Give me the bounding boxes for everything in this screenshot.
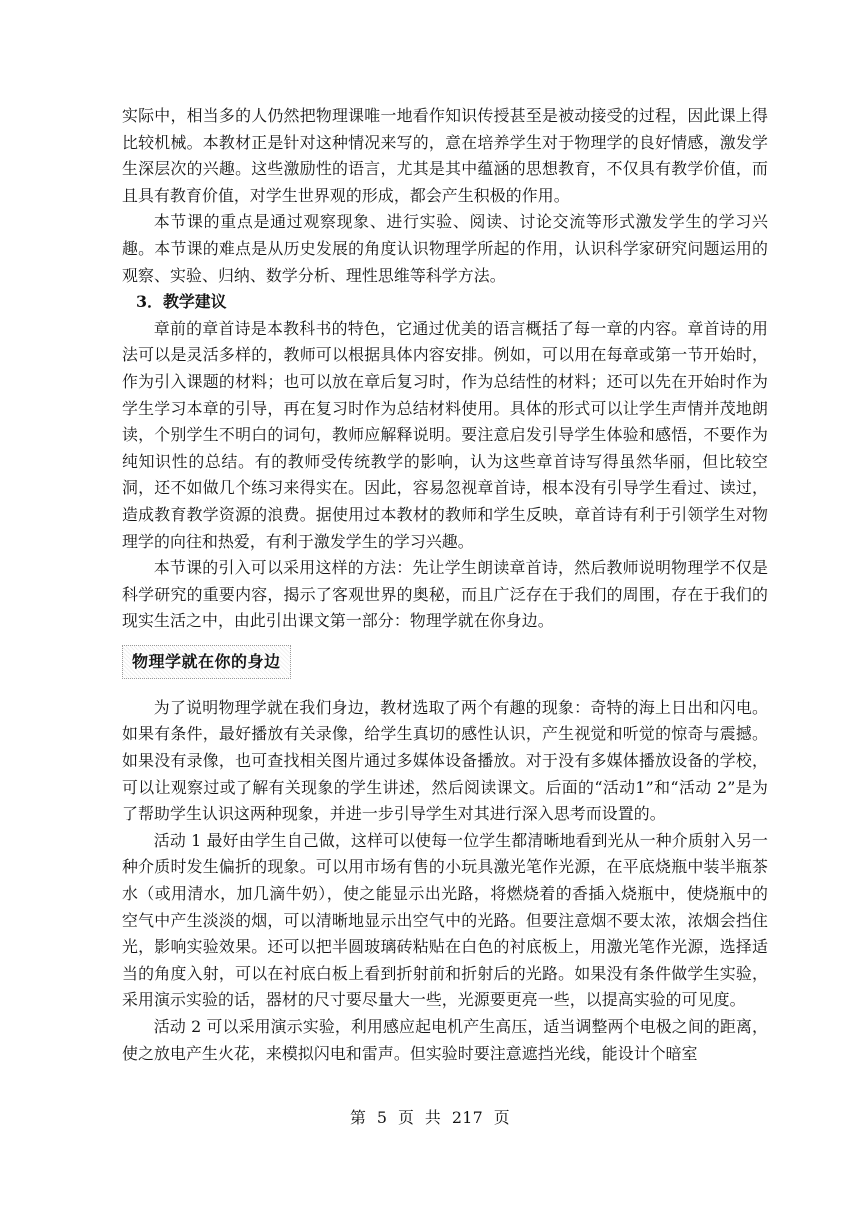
page-number: 第 5 页 共 217 页 [350,1108,510,1127]
body-paragraph: 实际中，相当多的人仍然把物理课唯一地看作知识传授甚至是被动接受的过程，因此课上得比较机械。本教材正是针对这种情况来写的，意在培养学生对于物理学的良好情感，激发学生深层次的兴趣。这些激励性的语言，尤其是其中蕴涵的思想教育，不仅具有教学价值，而且具有教育价值，对学生世界观的形成，都会产生积极的作用。 [122,106,768,205]
body-paragraph: 活动 1 最好由学生自己做，这样可以使每一位学生都清晰地看到光从一种介质射入另一种介质时发生偏折的现象。可以用市场有售的小玩具激光笔作光源，在平底烧瓶中装半瓶茶水（或用清水，加几滴牛奶），使之能显示出光路，将燃烧着的香插入烧瓶中，使烧瓶中的空气中产生淡淡的烟，可以清晰地显示出空气中的光路。但要注意烟不要太浓，浓烟会挡住光，影响实验效果。还可以把半圆玻璃砖粘贴在白色的衬底板上，用激光笔作光源，选择适当的角度入射，可以在衬底白板上看到折射前和折射后的光路。如果没有条件做学生实验，采用演示实验的话，器材的尺寸要尽量大一些，光源要更亮一些，以提高实验的可见度。 [122,830,768,1010]
boxed-section-heading: 物理学就在你的身边 [122,645,291,679]
boxed-heading-container [122,645,768,679]
body-paragraph: 活动 2 可以采用演示实验，利用感应起电机产生高压，适当调整两个电极之间的距离，使之放电产生火花，来模拟闪电和雷声。但实验时要注意遮挡光线，能设计个暗室 [122,1017,768,1063]
body-paragraph: 本节课的重点是通过观察现象、进行实验、阅读、讨论交流等形式激发学生的学习兴趣。本节课的难点是从历史发展的角度认识物理学所起的作用，认识科学家研究问题运用的观察、实验、归纳、数学分析、理性思维等科学方法。 [122,212,768,285]
body-paragraph: 章前的章首诗是本教科书的特色，它通过优美的语言概括了每一章的内容。章首诗的用法可以是灵活多样的，教师可以根据具体内容安排。例如，可以用在每章或第一节开始时，作为引入课题的材料；也可以放在章后复习时，作为总结性的材料；还可以先在开始时作为学生学习本章的引导，再在复习时作为总结材料使用。具体的形式可以让学生声情并茂地朗读，个别学生不明白的词句，教师应解释说明。要注意启发引导学生体验和感悟，不要作为纯知识性的总结。有的教师受传统教学的影响，认为这些章首诗写得虽然华丽，但比较空洞，还不如做几个练习来得实在。因此，容易忽视章首诗，根本没有引导学生看过、读过，造成教育教学资源的浪费。据使用过本教材的教师和学生反映，章首诗有利于引领学生对物理学的向往和热爱，有利于激发学生的学习兴趣。 [122,318,768,551]
section-heading: 3．教学建议 [136,292,227,312]
document-page [122,103,768,1067]
body-paragraph: 本节课的引入可以采用这样的方法：先让学生朗读章首诗，然后教师说明物理学不仅是科学研究的重要内容，揭示了客观世界的奥秘，而且广泛存在于我们的周围，存在于我们的现实生活之中，由此引出课文第一部分：物理学就在你身边。 [122,558,768,631]
body-paragraph: 为了说明物理学就在我们身边，教材选取了两个有趣的现象：奇特的海上日出和闪电。如果有条件，最好播放有关录像，给学生真切的感性认识，产生视觉和听觉的惊奇与震撼。如果没有录像，也可查找相关图片通过多媒体设备播放。对于没有多媒体播放设备的学校，可以让观察过或了解有关现象的学生讲述，然后阅读课文。后面的“活动1”和“活动 2”是为了帮助学生认识这两种现象，并进一步引导学生对其进行深入思考而设置的。 [122,697,768,824]
page-footer [0,1107,860,1129]
